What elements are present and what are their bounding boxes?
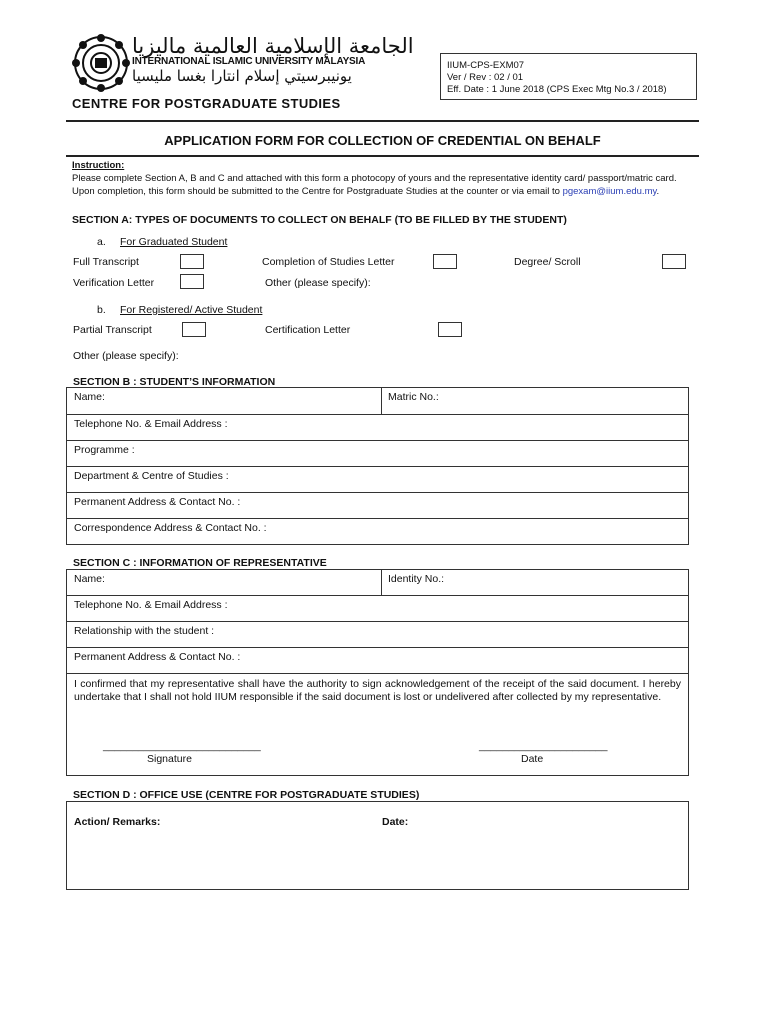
partial-transcript-label: Partial Transcript: [73, 324, 152, 336]
logo-jawi-name: يونيبرسيتي إسلام انتارا بغسا مليسيا: [132, 67, 352, 85]
rep-permanent-address-field[interactable]: Permanent Address & Contact No. :: [67, 648, 688, 674]
instruction-heading: Instruction:: [72, 160, 125, 171]
other-specify-label: Other (please specify):: [265, 277, 371, 289]
sub-b-marker: b.: [97, 304, 106, 316]
full-transcript-label: Full Transcript: [73, 256, 139, 268]
divider: [66, 120, 699, 122]
completion-letter-label: Completion of Studies Letter: [262, 256, 395, 268]
signature-line[interactable]: ___________________________: [103, 740, 261, 752]
programme-field[interactable]: Programme :: [67, 441, 688, 467]
section-b-title: SECTION B : STUDENT’S INFORMATION: [73, 376, 276, 388]
email-link[interactable]: pgexam@iium.edu.my: [562, 185, 657, 197]
full-transcript-checkbox[interactable]: [180, 254, 204, 269]
department-field[interactable]: Department & Centre of Studies :: [67, 467, 688, 493]
action-remarks-label: Action/ Remarks:: [74, 816, 161, 828]
degree-scroll-checkbox[interactable]: [662, 254, 686, 269]
rep-name-label: Name:: [74, 573, 105, 585]
student-name-label: Name:: [74, 391, 105, 403]
declaration-box: [67, 674, 688, 775]
certification-letter-label: Certification Letter: [265, 324, 351, 336]
sub-a-label: For Graduated Student: [120, 236, 228, 248]
partial-transcript-checkbox[interactable]: [182, 322, 206, 337]
section-d-title: SECTION D : OFFICE USE (CENTRE FOR POSTGRADUATE STUDIES): [73, 789, 420, 801]
date-line[interactable]: ______________________: [479, 740, 608, 752]
divider: [66, 155, 699, 157]
permanent-address-field[interactable]: Permanent Address & Contact No. :: [67, 493, 688, 519]
completion-letter-checkbox[interactable]: [433, 254, 457, 269]
section-a-title: SECTION A: TYPES OF DOCUMENTS TO COLLECT ON BEHALF (TO BE FILLED BY THE STUDENT): [72, 214, 567, 226]
section-c-title: SECTION C : INFORMATION OF REPRESENTATIVE: [73, 557, 327, 569]
instruction-text: Please complete Section A, B and C and attached with this form a photocopy of yours and the representative identity card/ passport/matric card. Upon completion, this form should be submitted to the Centre for Postgraduate Studies at the counter or via email to pgexam@iium.edu.my.: [72, 173, 677, 197]
logo-university-name: INTERNATIONAL ISLAMIC UNIVERSITY MALAYSIA: [132, 56, 366, 67]
matric-no-cell[interactable]: Matric No.:: [381, 388, 439, 414]
office-date-label: Date:: [382, 816, 409, 828]
degree-scroll-label: Degree/ Scroll: [514, 256, 581, 268]
centre-name: CENTRE FOR POSTGRADUATE STUDIES: [72, 96, 341, 111]
table-row[interactable]: [67, 388, 688, 415]
doc-version: Ver / Rev : 02 / 01: [447, 72, 524, 83]
doc-effective-date: Eff. Date : 1 June 2018 (CPS Exec Mtg No.3 / 2018): [447, 84, 667, 95]
date-label: Date: [521, 753, 544, 765]
student-phone-email-field[interactable]: Telephone No. & Email Address :: [67, 415, 688, 441]
table-row[interactable]: [67, 570, 688, 596]
sub-b-label: For Registered/ Active Student: [120, 304, 263, 316]
signature-label: Signature: [147, 753, 192, 765]
document-info-box: [440, 53, 697, 100]
other-specify-b-label: Other (please specify):: [73, 350, 179, 362]
university-logo: [72, 34, 414, 96]
office-use-box[interactable]: [66, 801, 689, 890]
student-info-table: [66, 387, 689, 545]
verification-letter-label: Verification Letter: [73, 277, 155, 289]
iium-crest-icon: [72, 34, 130, 92]
sub-a-marker: a.: [97, 236, 106, 248]
relationship-field[interactable]: Relationship with the student :: [67, 622, 688, 648]
certification-letter-checkbox[interactable]: [438, 322, 462, 337]
form-title: APPLICATION FORM FOR COLLECTION OF CREDENTIAL ON BEHALF: [164, 133, 601, 148]
correspondence-address-field[interactable]: Correspondence Address & Contact No. :: [74, 522, 267, 534]
logo-arabic-name: الجامعة الإسلامية العالمية ماليزيا: [132, 34, 414, 58]
declaration-text: I confirmed that my representative shall have the authority to sign acknowledgement of the receipt of the said document. I hereby undertake that I shall not hold IIUM responsible if the said document is lost or undelivered after collected by my representative.: [74, 678, 681, 703]
rep-phone-email-field[interactable]: Telephone No. & Email Address :: [67, 596, 688, 622]
representative-info-table: [66, 569, 689, 776]
doc-code: IIUM-CPS-EXM07: [447, 60, 525, 71]
verification-letter-checkbox[interactable]: [180, 274, 204, 289]
identity-no-cell[interactable]: Identity No.:: [381, 570, 444, 595]
